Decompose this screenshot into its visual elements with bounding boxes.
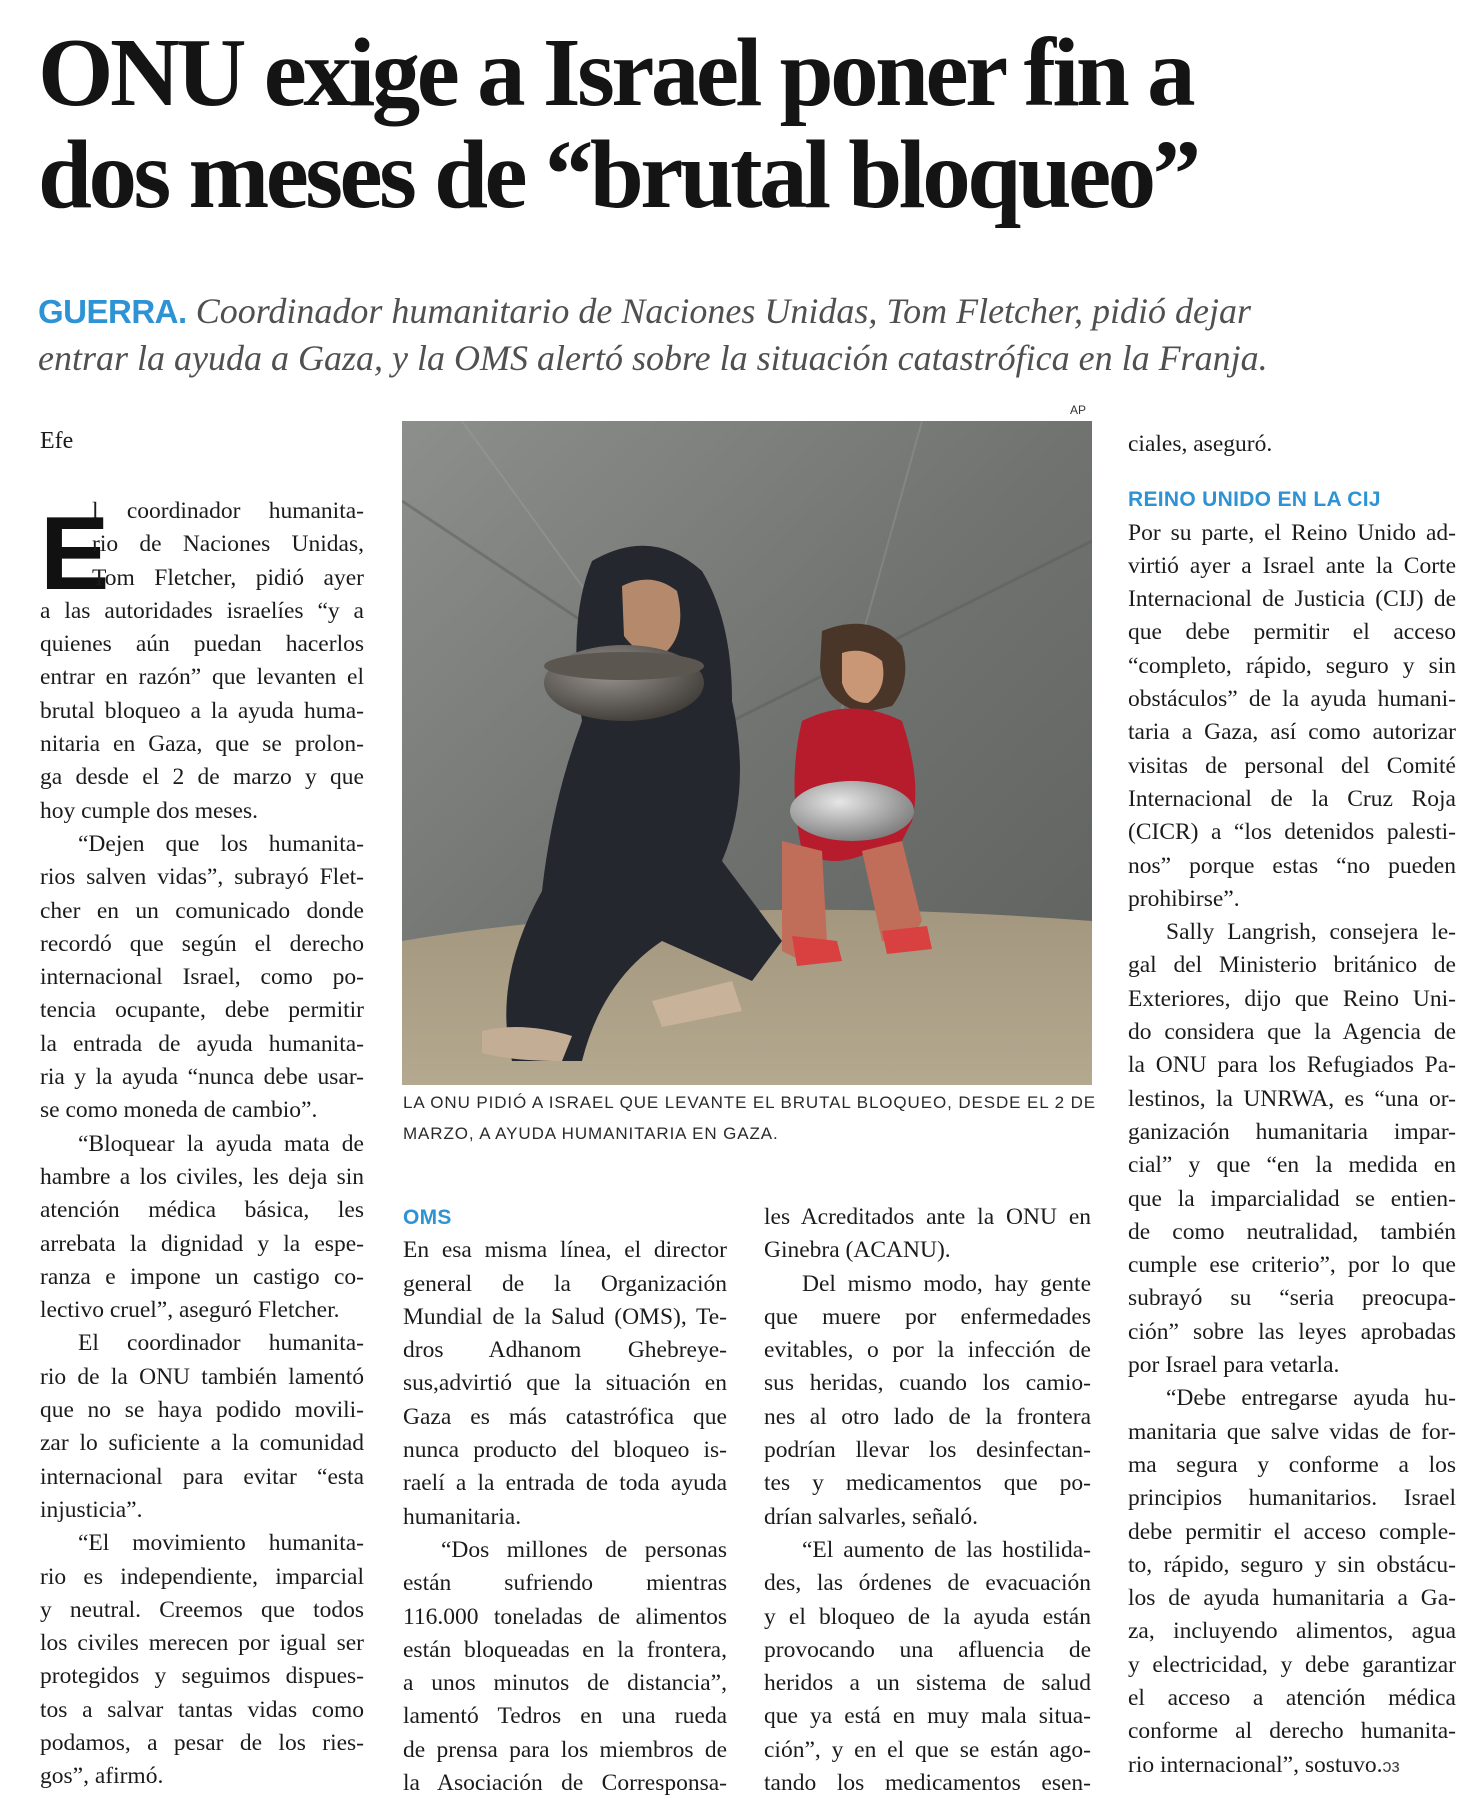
- text-line: El coordinador humanita-: [78, 1330, 364, 1357]
- text-line: están sufriendo mientras: [403, 1570, 727, 1597]
- text-line: ria y la ayuda “nunca debe usar-: [40, 1064, 364, 1091]
- headline: [38, 19, 1458, 228]
- text-line: 116.000 toneladas de alimentos: [403, 1603, 727, 1630]
- text-line: zar lo suficiente a la comunidad: [40, 1430, 364, 1457]
- text-line: Tom Fletcher, pidió ayer: [92, 564, 364, 591]
- text-line: visitas de personal del Comité: [1128, 752, 1456, 779]
- text-line: lamentó Tedros en una rueda: [403, 1703, 727, 1730]
- text-line: la entrada de ayuda humanita-: [40, 1030, 364, 1057]
- text-line: y el bloqueo de la ayuda están: [764, 1603, 1091, 1630]
- text-line: Exteriores, dijo que Reino Uni-: [1128, 985, 1456, 1012]
- text-line: rio es independiente, imparcial: [40, 1563, 364, 1590]
- text-line: obstáculos” de la ayuda humani-: [1128, 686, 1456, 713]
- text-line: y neutral. Creemos que todos: [40, 1596, 364, 1623]
- text-line: rios salven vidas”, subrayó Flet-: [40, 864, 364, 891]
- text-line: nitaria en Gaza, que se prolon-: [40, 731, 364, 758]
- text-line: prohibirse”.: [1128, 885, 1240, 912]
- text-line: sus,advirtió que la situación en: [403, 1370, 727, 1397]
- text-line: que debe permitir el acceso: [1128, 619, 1456, 646]
- text-line: gos”, afirmó.: [40, 1763, 164, 1790]
- text-line: nos” porque estas “no pueden: [1128, 852, 1456, 879]
- text-line: nes al otro lado de la frontera: [764, 1403, 1091, 1430]
- text-line: tencia ocupante, debe permitir: [40, 997, 364, 1024]
- caption-line-2: MARZO, A AYUDA HUMANITARIA EN GAZA.: [403, 1124, 779, 1143]
- drop-cap: E: [40, 496, 110, 612]
- text-line: “El aumento de las hostilida-: [802, 1536, 1091, 1563]
- text-line: subrayó su “seria preocupa-: [1128, 1285, 1456, 1312]
- text-line: les Acreditados ante la ONU en: [764, 1204, 1091, 1230]
- text-line: “El movimiento humanita-: [78, 1530, 364, 1557]
- text-line: por Israel para vetarla.: [1128, 1352, 1340, 1379]
- text-line: des, las órdenes de evacuación: [764, 1570, 1091, 1597]
- text-line: “Debe entregarse ayuda hu-: [1166, 1385, 1456, 1412]
- text-line: “Bloquear la ayuda mata de: [78, 1130, 364, 1157]
- text-line: rio de la ONU también lamentó: [40, 1363, 364, 1390]
- text-line: protegidos y seguimos dispues-: [40, 1663, 364, 1690]
- text-line: rio de Naciones Unidas,: [92, 531, 364, 558]
- text-line: Del mismo modo, hay gente: [802, 1270, 1091, 1297]
- photo-illustration: [402, 421, 1092, 1085]
- text-line: cumple ese criterio”, por lo que: [1128, 1252, 1456, 1279]
- text-line: Sally Langrish, consejera le-: [1166, 919, 1456, 946]
- text-line: que la imparcialidad se entien-: [1128, 1185, 1456, 1212]
- deck-line-1: [38, 288, 1458, 335]
- text-line: hambre a los civiles, les deja sin: [40, 1163, 364, 1190]
- section-subhead-reino-unido: REINO UNIDO EN LA CIJ: [1128, 488, 1381, 512]
- column-2: [403, 1201, 727, 1800]
- deck-text-1: Coordinador humanitario de Naciones Unidas, Tom Fletcher, pidió dejar: [186, 291, 1252, 331]
- text-line: raelí a la entrada de toda ayuda: [403, 1470, 727, 1497]
- text-line: conforme al derecho humanita-: [1128, 1718, 1456, 1745]
- text-line: de prensa para los miembros de: [403, 1736, 727, 1763]
- photo-credit: AP: [1070, 403, 1087, 417]
- text-line: lectivo cruel”, aseguró Fletcher.: [40, 1297, 340, 1324]
- text-line: drían salvarles, señaló.: [764, 1503, 979, 1530]
- text-line: Gaza es más catastrófica que: [403, 1403, 727, 1430]
- column-4: [1128, 428, 1456, 1783]
- text-line: ga desde el 2 de marzo y que: [40, 764, 364, 791]
- text-line: ción” sobre las leyes aprobadas: [1128, 1318, 1456, 1345]
- text-line: taria a Gaza, así como autorizar: [1128, 719, 1456, 746]
- byline: Efe: [40, 428, 74, 454]
- text-line: Internacional de la Cruz Roja: [1128, 785, 1456, 812]
- text-line: se como moneda de cambio”.: [40, 1097, 318, 1124]
- text-line: la Asociación de Corresponsa-: [403, 1770, 727, 1797]
- text-line: y electricidad, y debe garantizar: [1128, 1651, 1456, 1678]
- text-line: que muere por enfermedades: [764, 1303, 1091, 1330]
- text-line: los de ayuda humanitaria a Ga-: [1128, 1585, 1456, 1612]
- text-line: arrebata la dignidad y la espe-: [40, 1230, 364, 1257]
- text-line: hoy cumple dos meses.: [40, 797, 258, 824]
- text-line: injusticia”.: [40, 1496, 143, 1523]
- photo-caption: [403, 1087, 1103, 1149]
- text-line: los civiles merecen por igual ser: [40, 1630, 364, 1657]
- text-line: ranza e impone un castigo co-: [40, 1263, 364, 1290]
- text-line: cher en un comunicado donde: [40, 897, 364, 924]
- text-line: cial” y que “en la medida en: [1128, 1152, 1456, 1179]
- text-line: Internacional de Justicia (CIJ) de: [1128, 586, 1456, 613]
- text-line: dros Adhanom Ghebreye-: [403, 1337, 727, 1364]
- text-line: heridos a un sistema de salud: [764, 1670, 1091, 1697]
- text-line: En esa misma línea, el director: [403, 1237, 727, 1264]
- text-line: internacional Israel, como po-: [40, 964, 364, 991]
- text-line: que no se haya podido movili-: [40, 1397, 364, 1424]
- text-line: (CICR) a “los detenidos palesti-: [1128, 819, 1456, 846]
- text-line: la ONU para los Refugiados Pa-: [1128, 1052, 1456, 1079]
- section-subhead-oms: OMS: [403, 1206, 452, 1229]
- text-line: podrían llevar los desinfectan-: [764, 1437, 1091, 1464]
- text-line: humanitaria.: [403, 1503, 522, 1530]
- text-line: principios humanitarios. Israel: [1128, 1485, 1456, 1512]
- headline-line-1: ONU exige a Israel poner fin a: [38, 19, 1193, 126]
- text-line: ma segura y conforme a los: [1128, 1451, 1456, 1478]
- text-line: atención médica básica, les: [40, 1197, 364, 1224]
- text-line: “Dos millones de personas: [441, 1536, 727, 1563]
- text-line: brutal bloqueo a la ayuda huma-: [40, 697, 364, 724]
- text-line: sus heridas, cuando los camio-: [764, 1370, 1091, 1397]
- text-line: a las autoridades israelíes “y a: [40, 597, 364, 624]
- column-3: [764, 1201, 1091, 1800]
- news-photo: [402, 421, 1092, 1085]
- text-line: Mundial de la Salud (OMS), Te-: [403, 1303, 727, 1330]
- text-line: l coordinador humanita-: [92, 498, 364, 524]
- text-line: Ginebra (ACANU).: [764, 1237, 951, 1264]
- text-line: manitaria que salve vidas de for-: [1128, 1418, 1456, 1445]
- deck: [38, 288, 1458, 382]
- text-line: de como neutralidad, también: [1128, 1218, 1456, 1245]
- headline-line-2: dos meses de “brutal bloqueo”: [38, 121, 1198, 228]
- text-line-last: [1128, 1749, 1456, 1783]
- text-line: rio internacional”, sostuvo.: [1128, 1751, 1383, 1778]
- text-line: “Dejen que los humanita-: [78, 830, 364, 857]
- text-line: tando los medicamentos esen-: [764, 1770, 1091, 1797]
- text-line: evitables, o por la infección de: [764, 1337, 1091, 1364]
- caption-line-1: LA ONU PIDIÓ A ISRAEL QUE LEVANTE EL BRUTAL BLOQUEO, DESDE EL 2 DE: [403, 1093, 1097, 1112]
- text-line: están bloqueadas en la frontera,: [403, 1636, 727, 1663]
- text-line: podamos, a pesar de los ries-: [40, 1729, 364, 1756]
- text-line: lestinos, la UNRWA, es “una or-: [1128, 1085, 1456, 1112]
- text-line: to, rápido, seguro y sin obstácu-: [1128, 1551, 1456, 1578]
- text-line: Por su parte, el Reino Unido ad-: [1128, 519, 1456, 546]
- text-line: general de la Organización: [403, 1270, 727, 1297]
- text-line: debe permitir el acceso comple-: [1128, 1518, 1456, 1545]
- text-line: “completo, rápido, seguro y sin: [1128, 652, 1456, 679]
- text-line: quienes aún puedan hacerlos: [40, 631, 364, 658]
- text-line: gal del Ministerio británico de: [1128, 952, 1456, 979]
- text-line: entrar en razón” que levanten el: [40, 664, 364, 691]
- text-line: el acceso a atención médica: [1128, 1684, 1456, 1711]
- text-line: ción”, y en el que se están ago-: [764, 1736, 1091, 1763]
- text-line: tes y medicamentos que po-: [764, 1470, 1091, 1497]
- text-line: do considera que la Agencia de: [1128, 1019, 1456, 1046]
- text-line: a unos minutos de distancia”,: [403, 1670, 727, 1697]
- text-line: za, incluyendo alimentos, agua: [1128, 1618, 1456, 1645]
- text-line: virtió ayer a Israel ante la Corte: [1128, 552, 1456, 579]
- text-line: ciales, aseguró.: [1128, 431, 1273, 457]
- text-line: tos a salvar tantas vidas como: [40, 1696, 364, 1723]
- text-line: que ya está en muy mala situa-: [764, 1703, 1091, 1730]
- column-1: [40, 495, 364, 1794]
- text-line: provocando una afluencia de: [764, 1636, 1091, 1663]
- text-line: internacional para evitar “esta: [40, 1463, 364, 1490]
- deck-line-2: entrar la ayuda a Gaza, y la OMS alertó sobre la situación catastrófica en la Franja.: [38, 338, 1268, 378]
- text-line: ganización humanitaria impar-: [1128, 1118, 1456, 1145]
- text-line: recordó que según el derecho: [40, 930, 364, 957]
- end-mark-icon: ↄз: [1382, 1755, 1400, 1776]
- text-line: nunca producto del bloqueo is-: [403, 1437, 727, 1464]
- deck-kicker: GUERRA.: [38, 293, 187, 330]
